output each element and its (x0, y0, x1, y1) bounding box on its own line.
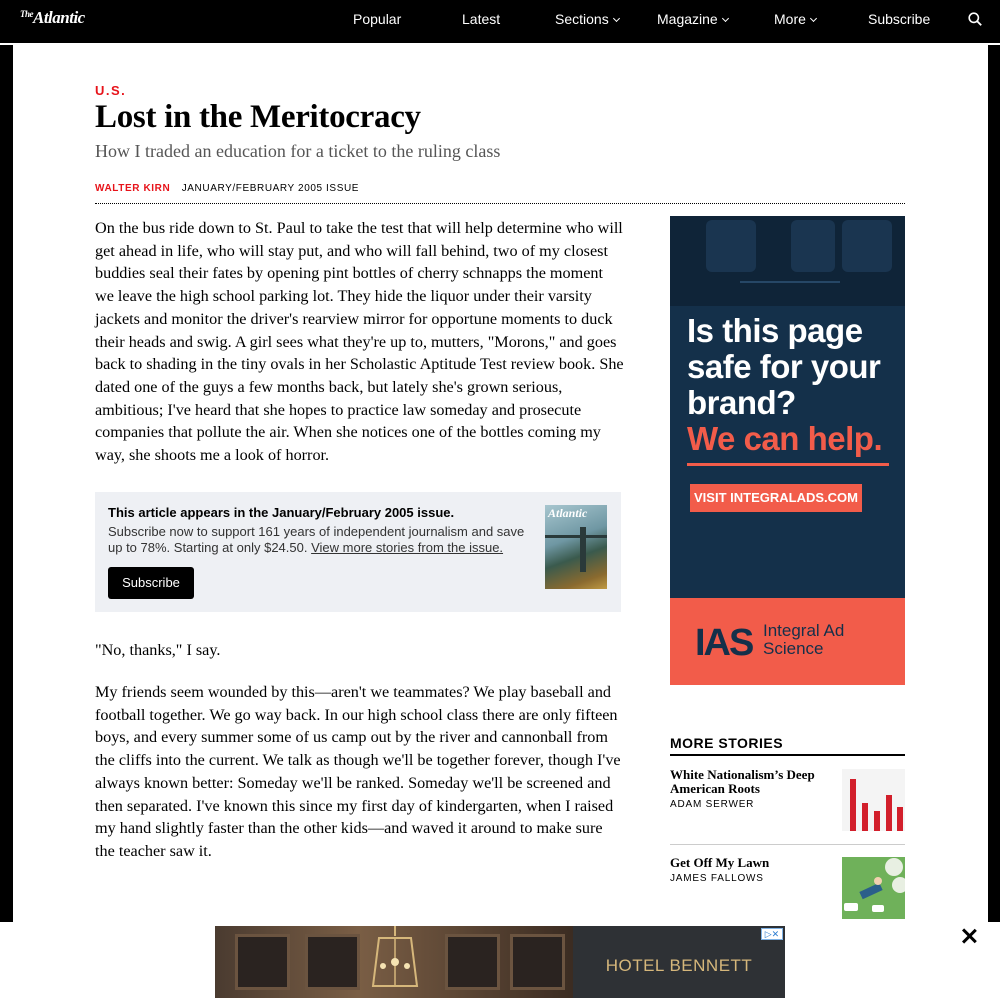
cover-pillar (580, 527, 586, 572)
hotel-name: HOTEL BENNETT (573, 926, 785, 998)
ias-logo-text: Integral Ad Science (763, 621, 845, 658)
chevron-down-icon (613, 15, 620, 22)
more-stories-heading: MORE STORIES (670, 735, 784, 751)
hotel-image (215, 926, 573, 998)
nav-sections[interactable] (555, 11, 619, 27)
nav-label: Latest (462, 11, 501, 27)
issue-promo (95, 492, 621, 612)
more-stories-rule (670, 754, 905, 756)
ad-window (235, 934, 290, 990)
ad-device (706, 220, 756, 272)
top-nav (0, 0, 1000, 38)
magazine-cover-image[interactable] (545, 505, 607, 589)
article-subtitle: How I traded an education for a ticket to the ruling class (95, 141, 501, 161)
close-icon[interactable] (960, 927, 978, 945)
ad-window (305, 934, 360, 990)
story-thumbnail[interactable] (842, 769, 905, 831)
ad-window (445, 934, 500, 990)
nav-label: More (774, 11, 806, 27)
cover-title: Atlantic (548, 506, 588, 520)
nav-magazine[interactable] (657, 11, 728, 27)
lawn-illustration (842, 857, 905, 919)
author-link[interactable]: WALTER KIRN (95, 183, 171, 194)
chevron-down-icon (810, 15, 817, 22)
bottom-ad-bar (0, 922, 1000, 1000)
ad-cta-button[interactable]: VISIT INTEGRALADS.COM (690, 484, 862, 512)
article-paragraph: My friends seem wounded by this—aren't we teammates? We play baseball and football together. We go way back. In our high school class there are only fifteen boys, and every summer some of us camp out by the river and cannonball from the cliffs into the current. We talk as though we'll be together forever, though I've always known better: Someday we'll be ranked. Someday we'll be screened and then separated. I've known this since my first day of kindergarten, when I raised my hand slightly faster than the other kids—and waved it around to make sure the teacher saw it. (95, 683, 621, 860)
story-thumbnail[interactable] (842, 857, 905, 919)
promo-copy: Subscribe now to support 161 years of independent journalism and save up to 78%. Starting at only $24.50. (108, 524, 525, 555)
nav-subscribe[interactable] (868, 11, 930, 27)
chevron-down-icon (722, 15, 729, 22)
nav-popular[interactable] (353, 11, 401, 27)
logo-text: Atlantic (33, 8, 85, 27)
nav-more[interactable] (774, 11, 816, 27)
ad-logo-band (670, 598, 905, 685)
section-label[interactable]: U.S. (95, 83, 127, 98)
nav-label: Subscribe (868, 11, 931, 27)
search-icon[interactable] (968, 12, 982, 26)
logo-prefix: The (20, 9, 33, 19)
issue-link[interactable]: JANUARY/FEBRUARY 2005 ISSUE (181, 183, 360, 194)
story-title[interactable]: White Nationalism’s Deep American Roots (670, 767, 815, 796)
story-divider (670, 844, 905, 845)
promo-subscribe-button[interactable]: Subscribe (108, 567, 194, 599)
article-title: Lost in the Meritocracy (95, 99, 421, 135)
thumb-bar (874, 811, 880, 831)
article-paragraph: On the bus ride down to St. Paul to take the test that will help determine who will get ahead in life, who will stay put, and who will fall behind, two of my closest buddies seal their fates by opening pint bottles of cherry schnapps the moment we leave the high school parking lot. They hide the liquor under their varsity jackets and monitor the driver's rearview mirror for opportune moments to duck their heads and swig. A girl sees what they're up to, mutters, "Morons," and goes back to shading in the tiny ovals in her Scholastic Aptitude Test review book. She dated one of the guys a few months back, but lately she's grown serious, ambitious; I've heard that she hopes to practice law someday and prosecute companies that pollute the air. When she notices one of the bottles coming my way, she shoots me a look of horror. (95, 219, 624, 465)
thumb-bar (850, 779, 856, 831)
adchoices-icon[interactable]: ▷✕ (761, 928, 783, 940)
sidebar-ad[interactable] (670, 216, 905, 685)
cover-bridge (545, 535, 607, 538)
ad-device (791, 220, 835, 272)
ad-pen (740, 281, 840, 283)
nav-label: Magazine (657, 11, 718, 27)
ad-rule (687, 463, 889, 466)
nav-latest[interactable] (462, 11, 500, 27)
ad-headline: Is this page safe for your brand? (687, 312, 881, 421)
promo-text (108, 524, 528, 556)
promo-heading: This article appears in the January/February 2005 issue. (108, 505, 455, 520)
nav-label: Sections (555, 11, 609, 27)
ad-device (842, 220, 892, 272)
thumb-bar (862, 803, 868, 831)
byline-divider (95, 203, 905, 204)
story-author: JAMES FALLOWS (670, 873, 764, 884)
issue-stories-link[interactable]: View more stories from the issue. (311, 540, 504, 555)
ad-window (510, 934, 565, 990)
article-paragraph: "No, thanks," I say. (95, 641, 221, 659)
thumb-bar (886, 795, 892, 831)
article-page (13, 45, 988, 925)
chandelier (365, 926, 425, 998)
thumb-bar (897, 807, 903, 831)
ad-headline-accent: We can help. (687, 420, 883, 457)
nav-label: Popular (353, 11, 402, 27)
story-author: ADAM SERWER (670, 799, 755, 810)
ad-background-image (670, 216, 905, 306)
ias-logo: IAS (695, 622, 753, 664)
byline (95, 183, 359, 194)
story-title[interactable]: Get Off My Lawn (670, 855, 770, 870)
logo[interactable] (20, 8, 85, 28)
bottom-banner-ad[interactable] (215, 926, 785, 998)
